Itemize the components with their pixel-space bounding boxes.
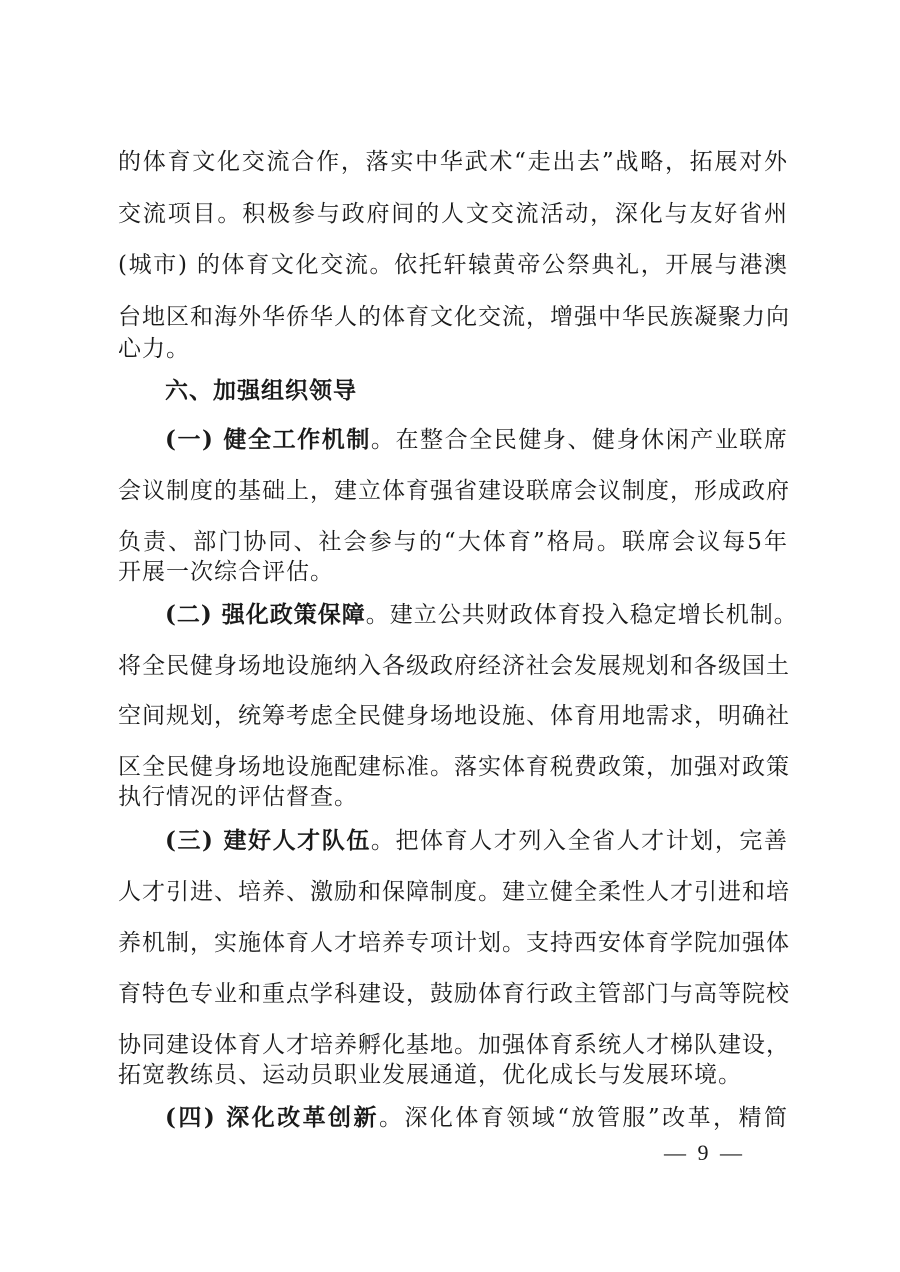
section-heading: 六、加强组织领导 [165, 377, 357, 404]
body-text-line: 养机制，实施体育人才培养专项计划。支持西安体育学院加强体 [118, 930, 790, 956]
body-text-line: 空间规划，统筹考虑全民健身场地设施、体育用地需求，明确社 [118, 703, 790, 729]
body-text-line: 执行情况的评估督查。 [118, 784, 358, 810]
body-text-line: 开展一次综合评估。 [118, 559, 334, 585]
item-heading: (三) 建好人才队伍 [165, 827, 371, 854]
item-first-line [165, 1103, 788, 1133]
item-first-line [165, 425, 788, 455]
body-text-line: (城市) 的体育文化交流。依托轩辕黄帝公祭典礼，开展与港澳 [118, 252, 788, 278]
item-text: 。在整合全民健身、健身休闲产业联席 [370, 427, 789, 453]
body-text-line: 负责、部门协同、社会参与的“大体育”格局。联席会议每5年 [118, 529, 788, 555]
item-first-line [165, 600, 798, 630]
body-text-line: 拓宽教练员、运动员职业发展通道，优化成长与发展环境。 [118, 1062, 742, 1088]
item-first-line [165, 826, 788, 856]
page-number: — 9 — [664, 1140, 745, 1165]
item-text: 。深化体育领域“放管服”改革，精简 [378, 1105, 788, 1131]
body-text-line: 将全民健身场地设施纳入各级政府经济社会发展规划和各级国土 [118, 653, 790, 679]
body-text-line: 的体育文化交流合作，落实中华武术“走出去”战略，拓展对外 [118, 149, 788, 175]
body-text-line: 育特色专业和重点学科建设，鼓励体育行政主管部门与高等院校 [118, 981, 790, 1007]
body-text-line: 人才引进、培养、激励和保障制度。建立健全柔性人才引进和培 [118, 879, 790, 905]
item-text: 。把体育人才列入全省人才计划，完善 [370, 828, 789, 854]
body-text-line: 心力。 [118, 336, 190, 362]
item-heading: (四) 深化改革创新 [165, 1104, 379, 1131]
item-text: 。建立公共财政体育投入稳定增长机制。 [365, 602, 798, 628]
body-text-line: 会议制度的基础上，建立体育强省建设联席会议制度，形成政府 [118, 478, 790, 504]
item-heading: (二) 强化政策保障 [165, 601, 366, 628]
body-text-line: 交流项目。积极参与政府间的人文交流活动，深化与友好省州 [118, 201, 788, 227]
body-text-line: 协同建设体育人才培养孵化基地。加强体育系统人才梯队建设， [118, 1032, 790, 1058]
item-heading: (一) 健全工作机制 [165, 426, 371, 453]
body-text-line: 区全民健身场地设施配建标准。落实体育税费政策，加强对政策 [118, 754, 790, 780]
body-text-line: 台地区和海外华侨华人的体育文化交流，增强中华民族凝聚力向 [118, 304, 790, 330]
